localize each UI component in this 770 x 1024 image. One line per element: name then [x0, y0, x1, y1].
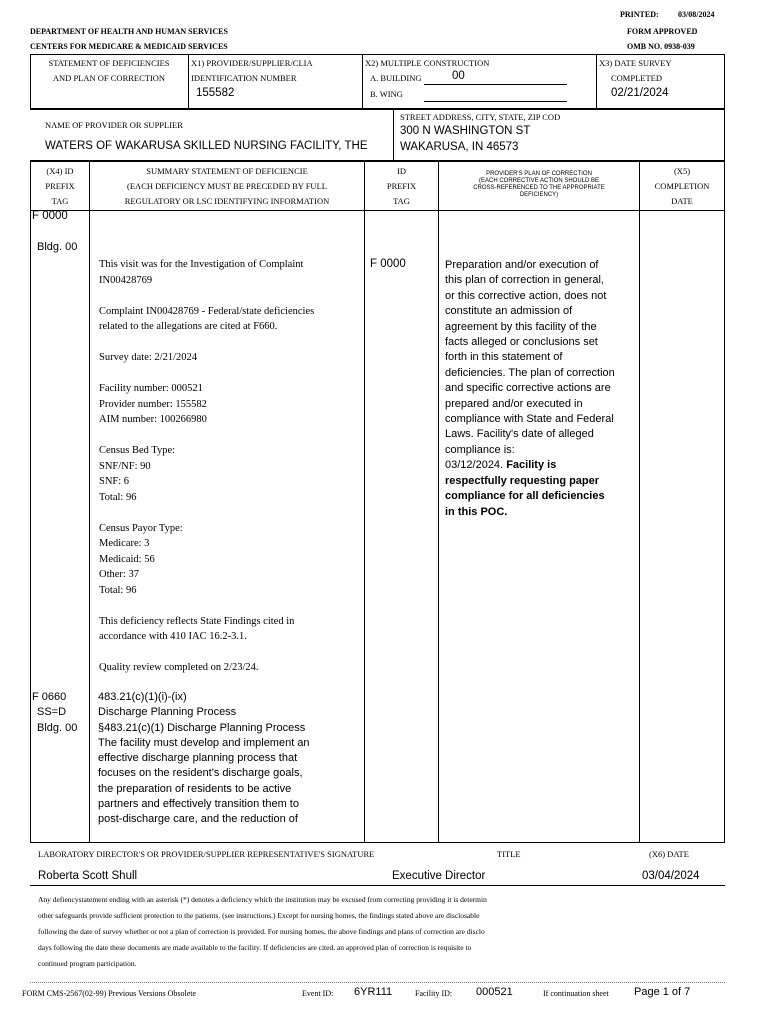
address-line-2: WAKARUSA, IN 46573 [400, 141, 519, 153]
signatory-name: Roberta Scott Shull [38, 870, 138, 882]
x5-header-2: COMPLETION [654, 181, 710, 191]
rule [30, 842, 725, 843]
statement-label-1: STATEMENT OF DEFICIENCIES [48, 58, 170, 68]
id-header-2: PREFIX [386, 181, 417, 191]
x1-label-2: IDENTIFICATION NUMBER [191, 73, 297, 83]
summary-header-3: REGULATORY OR LSC IDENTIFYING INFORMATION [124, 196, 330, 206]
rule [393, 108, 394, 160]
plan-of-correction [445, 258, 637, 520]
rule [362, 54, 363, 108]
address-line-1: 300 N WASHINGTON ST [400, 125, 531, 137]
wing-underline [424, 101, 567, 102]
x5-header-3: DATE [671, 196, 693, 206]
rule [596, 54, 597, 108]
tag-f0660-label: F 0660 [32, 691, 67, 703]
x4-header-1: (X4) ID [46, 166, 74, 176]
plan-bold-text: Facility is respectfully requesting paper compliance for all deficiencies in this POC. [445, 459, 605, 518]
rule [639, 160, 640, 842]
disclaimer: Any defiencystatement ending with an asterisk (*) denotes a deficiency which the institution may be excused from correcting providing it is determin other safeguards provide sufficient protection to the patients. (see instructions.) Except for nursing homes, the findings stated above are disclosable following the date of survey whether or not a plan of correction is provided. For nursing homes, the above findings and plans of correction are disclo days following the date these documents are made available to the facility. If deficiencies are cited, an approved plan of correction is requisite to continued program participation. [38, 895, 487, 968]
plan-header-2: (EACH CORRECTIVE ACTION SHOULD BE [478, 178, 600, 184]
form-approved: FORM APPROVED [627, 27, 698, 36]
id-header-1: ID [397, 166, 406, 176]
tag-f0000: F 0000 [32, 210, 68, 222]
plan-text: Preparation and/or execution of this plan of correction in general, or this corrective action, does not constitute an admission of agreement by this facility of the facts alleged or conclusions set forth in this statement of deficiencies. The plan of correction and specific corrective actions are prepared and/or executed in compliance with State and Federal Laws. Facility's date of alleged compliance is: 03/12/2024. [445, 259, 615, 472]
rule [89, 160, 90, 842]
facility-id-label: Facility ID: [415, 989, 453, 998]
address-label: STREET ADDRESS, CITY, STATE, ZIP COD [400, 112, 561, 122]
form-number: FORM CMS-2567(02-99) Previous Versions Obsolete [22, 989, 197, 998]
wing-label: B. WING [370, 89, 403, 99]
rule [188, 54, 189, 108]
id-tag-f0000: F 0000 [370, 258, 406, 270]
rule [30, 54, 725, 55]
facility-id: 000521 [476, 986, 513, 998]
page-number: Page 1 of 7 [634, 986, 691, 998]
building-value: 00 [452, 70, 465, 82]
plan-header-1: PROVIDER'S PLAN OF CORRECTION [486, 171, 592, 177]
summary-header-1: SUMMARY STATEMENT OF DEFICIENCIE [146, 166, 308, 176]
x4-header-3: TAG [51, 196, 69, 206]
summary-statement: This visit was for the Investigation of Complaint IN00428769 Complaint IN00428769 - Federal/state deficiencies related to the allegations are cited at F660. Survey date: 2/21/2024 Facility number: 000521 Provider number: 155582 AIM number: 100266980 Census Bed Type: SNF/NF: 90 SNF: 6 Total: 96 Census Payor Type: Medicare: 3 Medicaid: 56 Other: 37 Total: 96 This deficiency reflects State Findings cited in accordance with 410 IAC 16.2-3.1. Quality review completed on 2/23/24. [99, 259, 315, 673]
plan-header-3: CROSS-REFERENCED TO THE APPROPRIATE [473, 185, 605, 191]
bldg-00-first: Bldg. 00 [37, 241, 78, 253]
event-id: 6YR111 [354, 986, 393, 998]
id-header-3: TAG [393, 196, 410, 206]
bldg-00-second: Bldg. 00 [37, 721, 78, 734]
event-id-label: Event ID: [302, 989, 334, 998]
tag-f0660 [32, 690, 77, 736]
rule [30, 54, 31, 108]
department-title: DEPARTMENT OF HEALTH AND HUMAN SERVICES [30, 27, 228, 36]
x2-label: X2) MULTIPLE CONSTRUCTION [365, 58, 490, 68]
printed-date: 03/08/2024 [678, 10, 715, 19]
rule [30, 160, 31, 842]
scope-severity: SS=D [37, 706, 67, 719]
rule [30, 210, 725, 211]
building-label: A. BUILDING [370, 73, 422, 83]
x1-label-1: X1) PROVIDER/SUPPLIER/CLIA [191, 58, 313, 68]
continuation-label: If continuation sheet [543, 989, 609, 998]
survey-date-value: 02/21/2024 [611, 87, 669, 99]
x4-header-2: PREFIX [45, 181, 75, 191]
provider-id-value: 155582 [196, 87, 235, 99]
statement-label-2: AND PLAN OF CORRECTION [52, 73, 166, 83]
rule [30, 108, 725, 110]
centers-title: CENTERS FOR MEDICARE & MEDICAID SERVICES [30, 42, 228, 51]
x3-label-2: COMPLETED [611, 73, 662, 83]
x5-header-1: (X5) [673, 166, 691, 176]
title-label: TITLE [497, 849, 521, 859]
summary-header-2: (EACH DEFICIENCY MUST BE PRECEDED BY FULL [127, 181, 327, 191]
rule [364, 160, 365, 842]
signature-date: 03/04/2024 [642, 870, 700, 882]
f660-text: 483.21(c)(1)(i)-(ix) Discharge Planning Process §483.21(c)(1) Discharge Planning Process The facility must develop and implement an effective discharge planning process that focuses on the resident's discharge goals, the preparation of residents to be active partners and effectively transition them to post-discharge care, and the reduction of [98, 691, 310, 826]
printed-label: PRINTED: [620, 10, 659, 19]
rule [30, 885, 725, 886]
date-label: (X6) DATE [649, 849, 689, 859]
rule [438, 160, 439, 842]
building-underline [424, 84, 567, 85]
plan-header-4: DEFICIENCY) [519, 192, 559, 198]
plan-header [440, 171, 638, 199]
provider-name-label: NAME OF PROVIDER OR SUPPLIER [45, 120, 183, 130]
rule [724, 54, 725, 842]
omb-number: OMB NO. 0938-039 [627, 42, 695, 51]
provider-name: WATERS OF WAKARUSA SKILLED NURSING FACILITY, THE [45, 140, 368, 152]
rule [30, 160, 725, 162]
footer-rule [30, 982, 725, 983]
signature-label: LABORATORY DIRECTOR'S OR PROVIDER/SUPPLIER REPRESENTATIVE'S SIGNATURE [38, 849, 375, 859]
signatory-title: Executive Director [392, 870, 486, 882]
x3-label-1: X3) DATE SURVEY [599, 58, 672, 68]
